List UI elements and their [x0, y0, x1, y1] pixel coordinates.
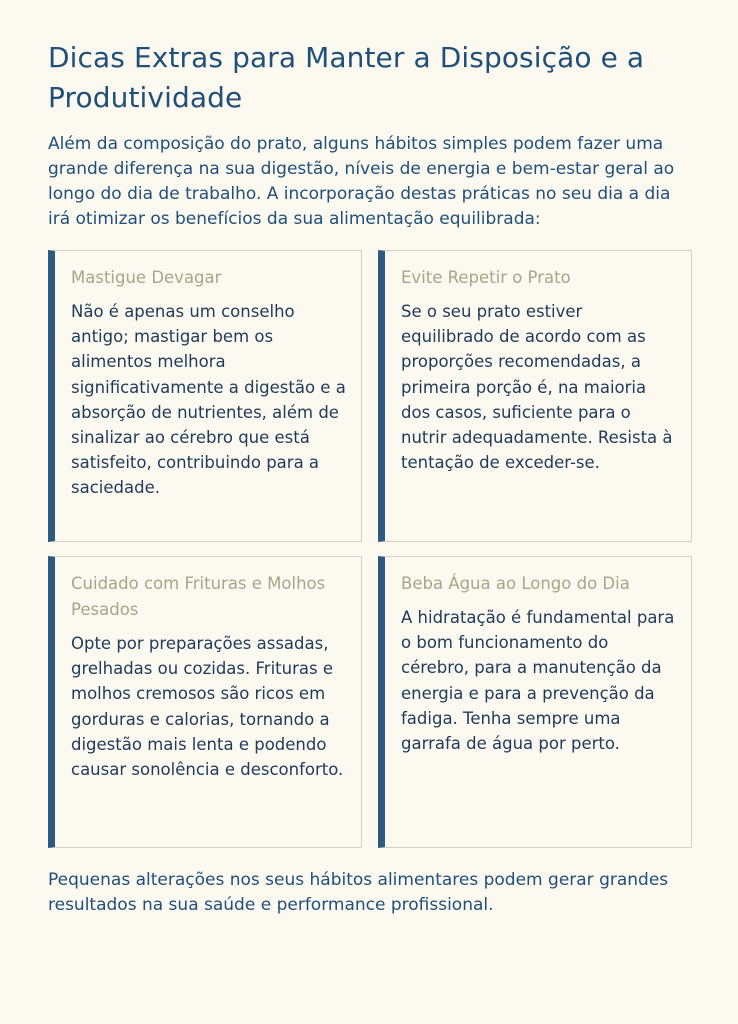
tip-card-chew-slowly — [48, 250, 362, 542]
page-title: Dicas Extras para Manter a Disposição e a Produtividade — [48, 41, 645, 114]
closing-paragraph: Pequenas alterações nos seus hábitos alimentares podem gerar grandes resultados na sua saúde e performance profissional. — [48, 870, 669, 915]
tip-card-title: Evite Repetir o Prato — [401, 268, 571, 287]
intro-paragraph: Além da composição do prato, alguns hábitos simples podem fazer uma grande diferença na sua digestão, níveis de energia e bem-estar geral ao longo do dia de trabalho. A incorporação destas práticas no seu dia a dia irá otimizar os benefícios da sua alimentação equilibrada: — [48, 134, 675, 229]
tip-card-title: Mastigue Devagar — [71, 268, 222, 287]
tip-card-avoid-repeating — [378, 250, 692, 542]
tip-card-title: Cuidado com Frituras e Molhos Pesados — [71, 574, 326, 619]
tip-card-body: Opte por preparações assadas, grelhadas ou cozidas. Frituras e molhos cremosos são ricos em gorduras e calorias, tornando a digestão mais lenta e podendo causar sonolência e desconforto. — [71, 634, 344, 780]
tip-card-body: A hidratação é fundamental para o bom funcionamento do cérebro, para a manutenção da energia e para a prevenção da fadiga. Tenha sempre uma garrafa de água por perto. — [401, 608, 675, 754]
tip-card-fried-food — [48, 556, 362, 848]
tip-card-title: Beba Água ao Longo do Dia — [401, 574, 630, 593]
document-page — [48, 38, 692, 918]
tip-card-drink-water — [378, 556, 692, 848]
tip-card-body: Não é apenas um conselho antigo; mastigar bem os alimentos melhora significativamente a digestão e a absorção de nutrientes, além de sinalizar ao cérebro que está satisfeito, contribuindo para a saciedade. — [71, 302, 346, 498]
tips-grid — [48, 250, 692, 848]
tip-card-body: Se o seu prato estiver equilibrado de acordo com as proporções recomendadas, a primeira porção é, na maioria dos casos, suficiente para o nutrir adequadamente. Resista à tentação de exceder-se. — [401, 302, 673, 473]
